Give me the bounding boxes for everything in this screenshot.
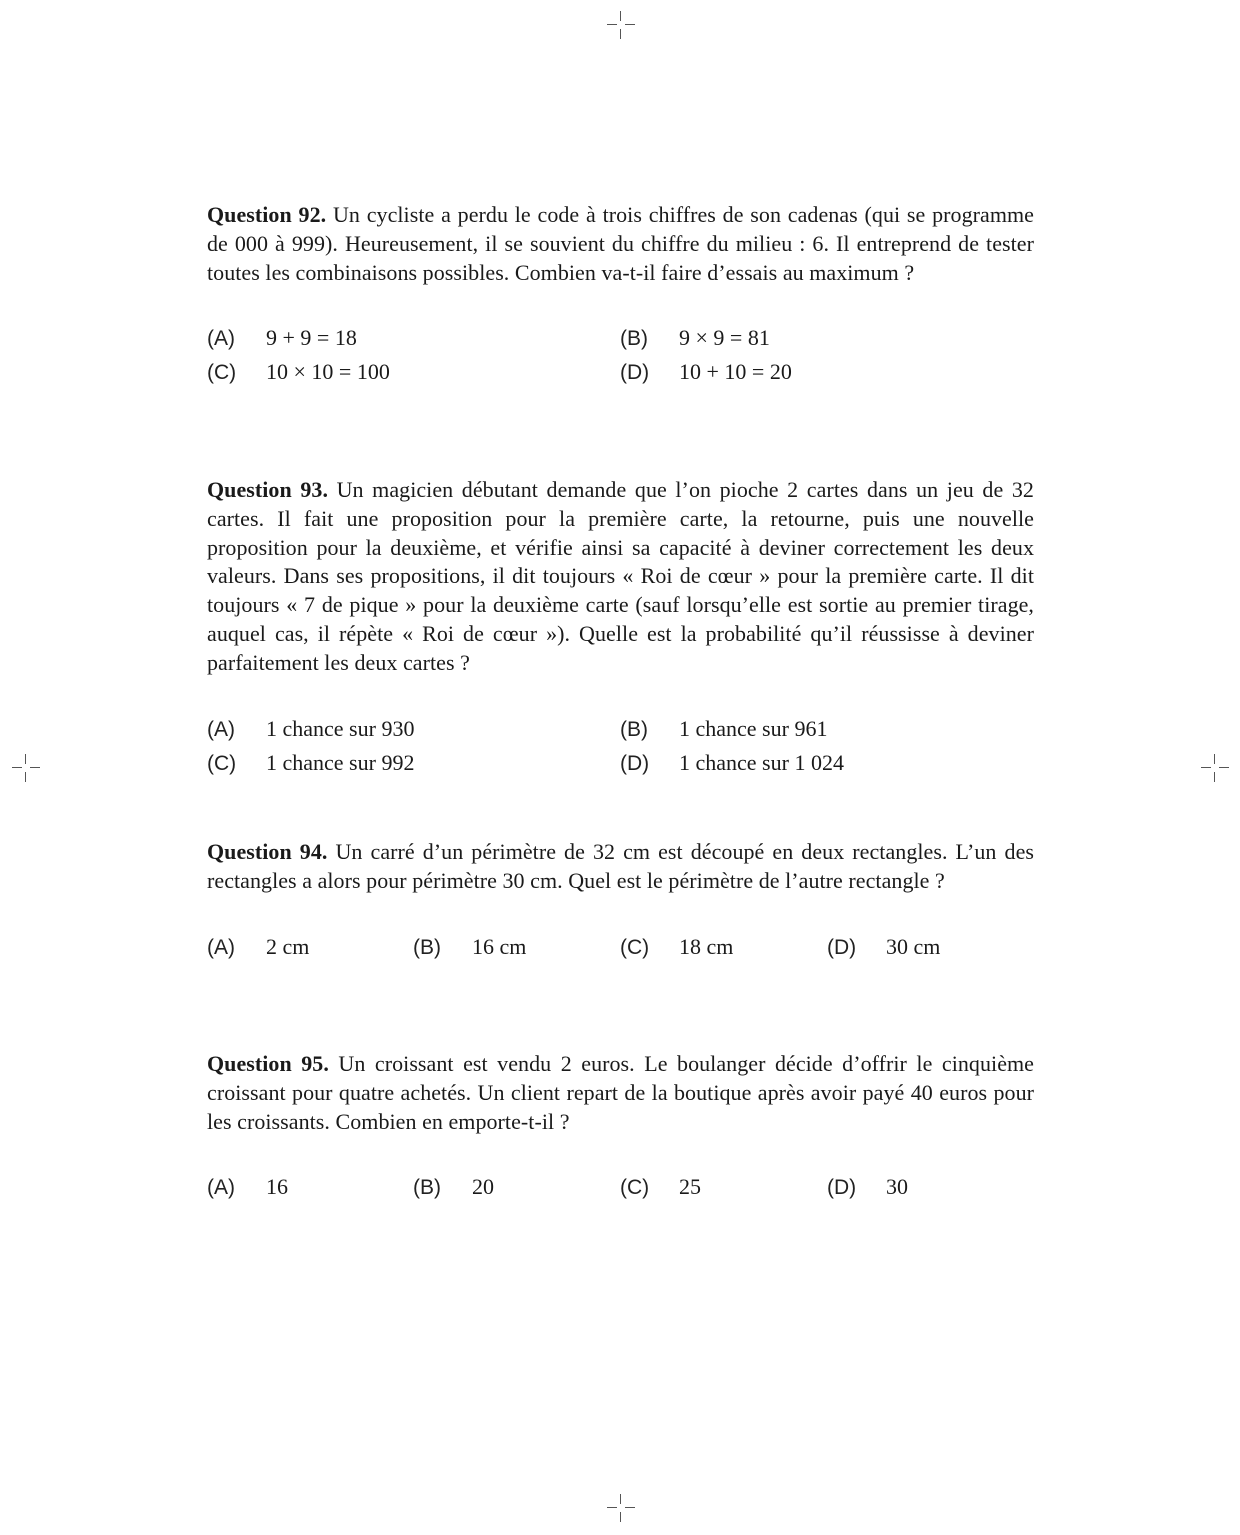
answer-value: 9 × 9 = 81: [679, 325, 770, 351]
answer-option-a: [207, 1170, 288, 1204]
answer-value: 20: [472, 1174, 494, 1200]
question-label: Question 92.: [207, 202, 327, 227]
answer-value: 30: [886, 1174, 908, 1200]
answer-letter: (A): [207, 935, 235, 959]
answer-option-c: [207, 355, 390, 389]
answer-option-b: [413, 930, 526, 964]
answer-value: 25: [679, 1174, 701, 1200]
question-stem: [207, 476, 1034, 678]
crop-mark-top: [607, 11, 635, 39]
answer-letter: (D): [827, 1176, 857, 1200]
answer-letter: (D): [827, 935, 857, 959]
answer-option-a: [207, 930, 309, 964]
answer-value: 1 chance sur 992: [266, 749, 415, 775]
answer-value: 10 × 10 = 100: [266, 359, 390, 385]
question-94: [207, 838, 1034, 964]
question-95: [207, 1050, 1034, 1204]
answer-option-a: [207, 321, 357, 355]
answer-letter: (C): [620, 1176, 650, 1200]
crop-mark-left: [12, 754, 40, 782]
answer-value: 2 cm: [266, 933, 310, 959]
answer-value: 30 cm: [886, 933, 941, 959]
answer-option-d: [620, 355, 792, 389]
answer-option-d: [620, 746, 844, 780]
crop-mark-right: [1201, 754, 1229, 782]
question-label: Question 93.: [207, 477, 328, 502]
answer-option-b: [413, 1170, 494, 1204]
answer-option-c: [620, 1170, 701, 1204]
question-stem: [207, 838, 1034, 896]
answer-letter: (A): [207, 327, 235, 351]
question-stem: [207, 1050, 1034, 1136]
answer-option-b: [620, 321, 770, 355]
answer-value: 1 chance sur 1 024: [679, 749, 844, 775]
answer-letter: (B): [413, 935, 441, 959]
answer-letter: (B): [620, 717, 648, 741]
question-92: [207, 201, 1034, 391]
question-text: Un carré d’un périmètre de 32 cm est découpé en deux rectangles. L’un des rectangles a alors pour périmètre 30 cm. Quel est le périmètre de l’autre rectangle ?: [207, 839, 1034, 893]
answer-letter: (C): [207, 361, 237, 385]
question-text: Un cycliste a perdu le code à trois chiffres de son cadenas (qui se programme de 000 à 999). Heureusement, il se souvient du chiffre du milieu : 6. Il entreprend de tester toutes les combinaisons possibles. Combien va-t-il faire d’essais au maximum ?: [207, 202, 1034, 285]
answer-value: 16: [266, 1174, 288, 1200]
answer-options: [207, 930, 1034, 964]
answer-option-c: [620, 930, 733, 964]
crop-mark-bottom: [607, 1494, 635, 1522]
answer-option-d: [827, 930, 940, 964]
answer-letter: (A): [207, 717, 235, 741]
answer-options: [207, 321, 1034, 391]
answer-value: 16 cm: [472, 933, 527, 959]
answer-letter: (C): [620, 935, 650, 959]
answer-letter: (C): [207, 751, 237, 775]
answer-value: 9 + 9 = 18: [266, 325, 357, 351]
answer-option-c: [207, 746, 414, 780]
answer-option-a: [207, 712, 414, 746]
answer-letter: (A): [207, 1176, 235, 1200]
answer-value: 10 + 10 = 20: [679, 359, 792, 385]
answer-options: [207, 712, 1034, 782]
question-label: Question 94.: [207, 839, 328, 864]
answer-option-d: [827, 1170, 908, 1204]
question-text: Un croissant est vendu 2 euros. Le boulanger décide d’offrir le cinquième croissant pour quatre achetés. Un client repart de la boutique après avoir payé 40 euros pour les croissants. Combien en emporte-t-il ?: [207, 1051, 1034, 1134]
answer-value: 18 cm: [679, 933, 734, 959]
answer-letter: (B): [620, 327, 648, 351]
answer-value: 1 chance sur 930: [266, 715, 415, 741]
answer-letter: (B): [413, 1176, 441, 1200]
answer-option-b: [620, 712, 827, 746]
answer-letter: (D): [620, 751, 650, 775]
question-label: Question 95.: [207, 1051, 329, 1076]
question-text: Un magicien débutant demande que l’on pioche 2 cartes dans un jeu de 32 cartes. Il fait une proposition pour la première carte, la retourne, puis une nouvelle proposition pour la deuxième, et vérifie ainsi sa capacité à deviner correctement les deux valeurs. Dans ses propositions, il dit toujours « Roi de cœur » pour la première carte. Il dit toujours « 7 de pique » pour la deuxième carte (sauf lorsqu’elle est sortie au premier tirage, auquel cas, il répète « Roi de cœur »). Quelle est la probabilité qu’il réussisse à deviner parfaitement les deux cartes ?: [207, 477, 1034, 675]
answer-value: 1 chance sur 961: [679, 715, 828, 741]
answer-options: [207, 1170, 1034, 1204]
question-93: [207, 476, 1034, 782]
question-stem: [207, 201, 1034, 287]
answer-letter: (D): [620, 361, 650, 385]
